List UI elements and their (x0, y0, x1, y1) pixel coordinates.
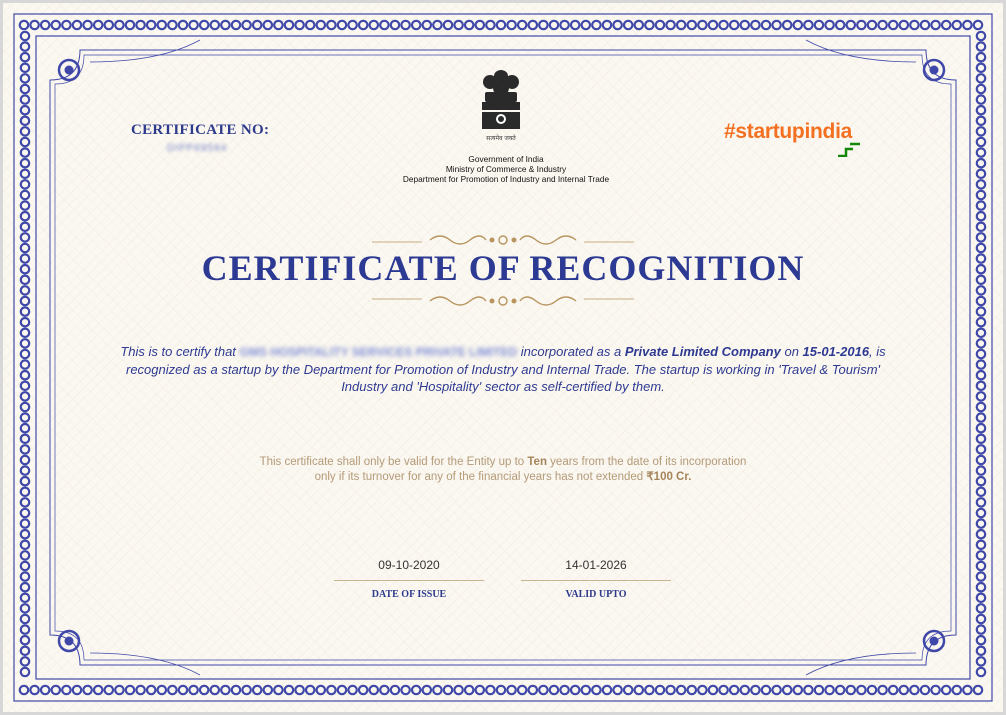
certificate-title: CERTIFICATE OF RECOGNITION (201, 248, 805, 288)
statement-part-3: on (780, 344, 803, 359)
startupindia-check-icon (837, 141, 861, 157)
valid-upto-underline (521, 580, 671, 581)
title-flourish-top (372, 230, 634, 248)
validity-part-1: This certificate shall only be valid for the Entity up to (259, 456, 528, 468)
date-of-issue-label: DATE OF ISSUE (371, 589, 447, 600)
turnover-limit: ₹100 Cr. (646, 471, 692, 483)
brand-name-end: ia (835, 120, 852, 143)
valid-upto-value: 14-01-2026 (565, 558, 627, 572)
date-of-issue-value: 09-10-2020 (378, 558, 440, 572)
government-header (356, 154, 656, 184)
title-flourish-bottom (372, 293, 634, 311)
entity-name: GMS HOSPITALITY SERVICES PRIVATE LIMITED (239, 345, 518, 359)
certificate-number-value: DIPP69594 (167, 143, 228, 154)
statement-part-1: This is to certify that (120, 344, 240, 359)
government-line-2: Ministry of Commerce & Industry (445, 164, 567, 174)
statement-part-4: , is recognized as a startup by the Department for Promotion of Industry and Internal Trade. The startup is working in 'Travel & Tourism' Industry and 'Hospitality' sector as self-certified by them. (125, 344, 886, 394)
validity-years: Ten (527, 456, 547, 468)
validity-part-2: years from the date of its incorporation (546, 456, 747, 468)
startupindia-logo (724, 120, 852, 144)
national-emblem-icon (476, 68, 526, 146)
government-line-1: Government of India (468, 154, 544, 164)
entity-type: Private Limited Company (624, 344, 781, 359)
government-line-3: Department for Promotion of Industry and Internal Trade (402, 174, 610, 184)
statement-part-2: incorporated as a (517, 344, 625, 359)
validity-line-1 (150, 455, 856, 470)
incorporation-date: 15-01-2016 (802, 344, 870, 359)
certification-statement (120, 343, 886, 395)
brand-name-start: startupind (735, 120, 836, 143)
validity-statement (150, 455, 856, 485)
valid-upto-label: VALID UPTO (565, 589, 627, 600)
validity-line-2 (150, 470, 856, 485)
brand-hash: # (724, 120, 736, 143)
svg-text:सत्यमेव जयते: सत्यमेव जयते (486, 135, 516, 142)
validity-part-3: only if its turnover for any of the financial years has not extended (314, 471, 647, 483)
date-of-issue-underline (334, 580, 484, 581)
certificate-number-label: CERTIFICATE NO: (131, 122, 270, 138)
